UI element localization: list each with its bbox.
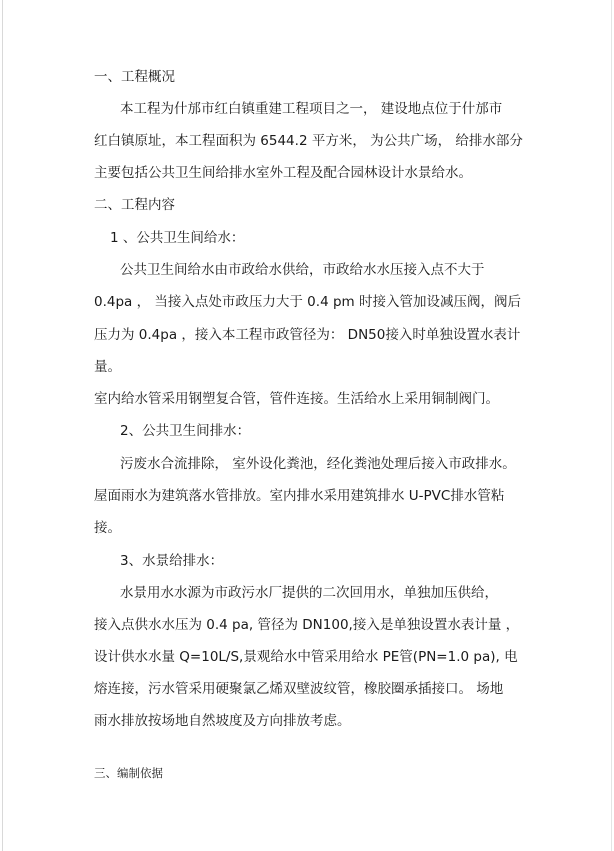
paragraph-line: 压力为 0.4pa ，接入本工程市政管径为： DN50接入时单独设置水表计 bbox=[94, 327, 521, 343]
paragraph-line: 设计供水水量 Q=10L/S,景观给水中管采用给水 PE管(PN=1.0 pa), 电 bbox=[94, 649, 518, 665]
section-heading-1: 一、工程概况 bbox=[94, 69, 175, 85]
paragraph-line: 室内给水管采用钢塑复合管，管件连接。生活给水上采用铜制阀门。 bbox=[94, 391, 499, 407]
page-edge-right bbox=[611, 0, 612, 851]
paragraph-line: 屋面雨水为建筑落水管排放。室内排水采用建筑排水 U-PVC排水管粘 bbox=[94, 488, 505, 504]
paragraph-line: 量。 bbox=[94, 359, 121, 375]
paragraph-line: 雨水排放按场地自然坡度及方向排放考虑。 bbox=[94, 713, 351, 729]
paragraph-line: 熔连接，污水管采用硬聚氯乙烯双壁波纹管，橡胶圈承插接口。 场地 bbox=[94, 681, 504, 697]
paragraph-line: 水景用水水源为市政污水厂提供的二次回用水，单独加压供给， bbox=[120, 585, 498, 601]
paragraph-line: 0.4pa ， 当接入点处市政压力大于 0.4 pm 时接入管加设减压阀，阀后 bbox=[94, 294, 521, 310]
paragraph-line: 接。 bbox=[94, 520, 121, 536]
page-edge-left bbox=[2, 0, 3, 851]
paragraph-line: 红白镇原址，本工程面积为 6544.2 平方米， 为公共广场， 给排水部分 bbox=[94, 133, 523, 149]
paragraph-line: 公共卫生间给水由市政给水供给，市政给水水压接入点不大于 bbox=[120, 262, 485, 278]
paragraph-line: 本工程为什邡市红白镇重建工程项目之一， 建设地点位于什邡市 bbox=[120, 101, 503, 117]
section-heading-2: 二、工程内容 bbox=[94, 197, 175, 213]
subsection-heading: 1 、公共卫生间给水： bbox=[110, 230, 245, 246]
paragraph-line: 主要包括公共卫生间给排水室外工程及配合园林设计水景给水。 bbox=[94, 165, 472, 181]
paragraph-line: 污废水合流排除， 室外设化粪池，经化粪池处理后接入市政排水。 bbox=[120, 456, 516, 472]
paragraph-line: 接入点供水水压为 0.4 pa, 管径为 DN100,接入是单独设置水表计量 ， bbox=[94, 617, 520, 633]
subsection-heading: 2、公共卫生间排水： bbox=[120, 423, 251, 439]
section-heading-3: 三、编制依据 bbox=[94, 766, 163, 780]
subsection-heading: 3、水景给排水： bbox=[120, 553, 224, 569]
